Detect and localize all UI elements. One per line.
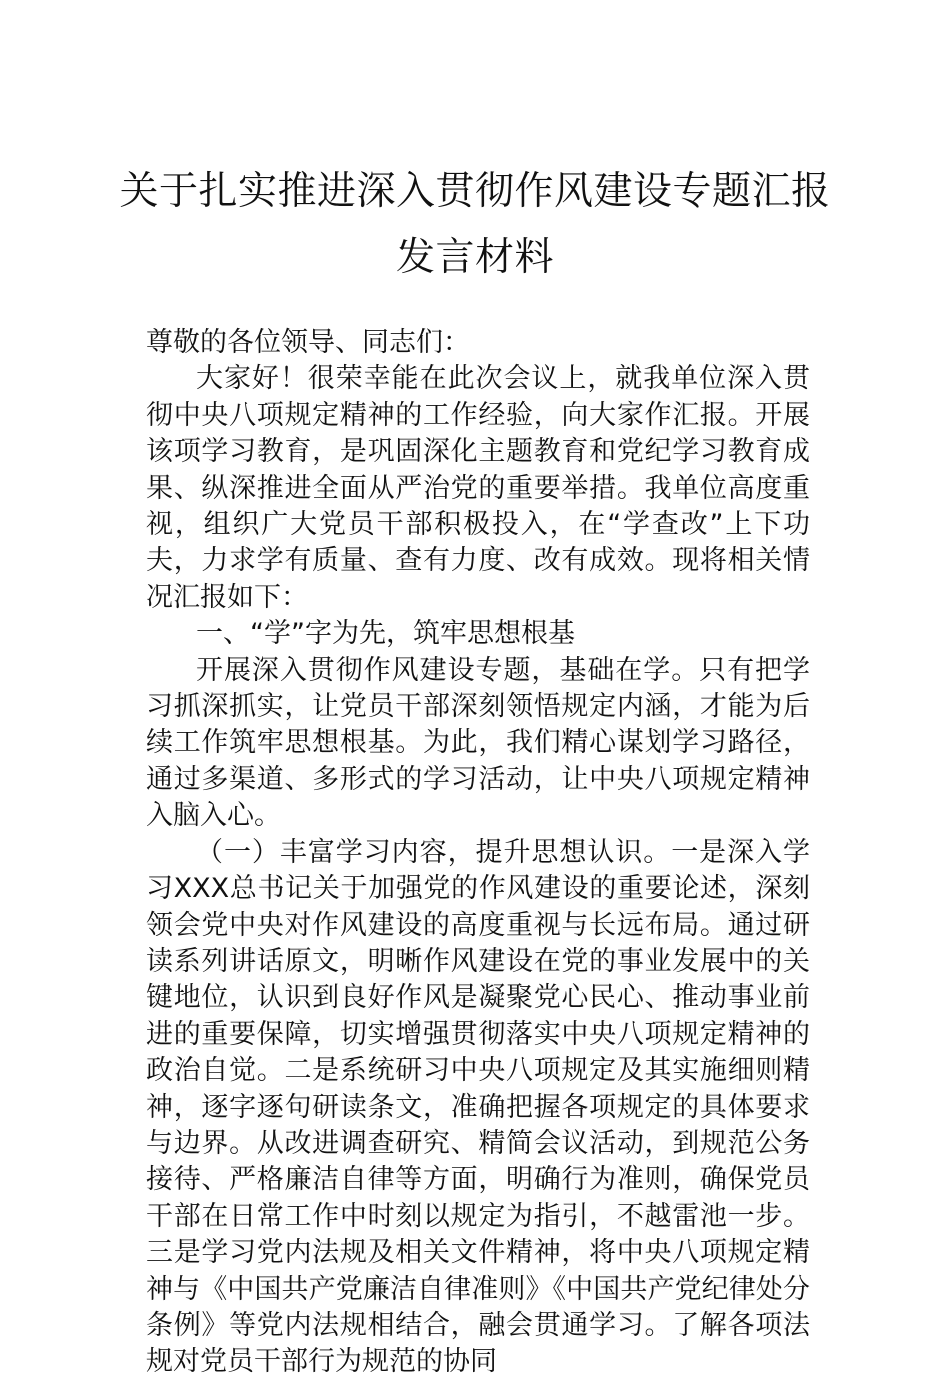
document-body (146, 325, 810, 1381)
document-title-line-2: 发言材料 (395, 235, 554, 280)
document-title-line-1: 关于扎实推进深入贯彻作风建设专题汇报 (119, 169, 831, 214)
salutation: 尊敬的各位领导、同志们： (146, 327, 470, 358)
paragraph-section-1-intro: 开展深入贯彻作风建设专题，基础在学。只有把学习抓深抓实，让党员干部深刻领悟规定内涵，才能为后续工作筑牢思想根基。为此，我们精心谋划学习路径，通过多渠道、多形式的学习活动，让中央八项规定精神入脑入心。 (146, 654, 810, 832)
paragraph-opening: 大家好！很荣幸能在此次会议上，就我单位深入贯彻中央八项规定精神的工作经验，向大家作汇报。开展该项学习教育，是巩固深化主题教育和党纪学习教育成果、纵深推进全面从严治党的重要举措。我单位高度重视，组织广大党员干部积极投入，在“学查改”上下功夫，力求学有质量、查有力度、改有成效。现将相关情况汇报如下： (146, 363, 810, 613)
section-heading-1: 一、“学”字为先，筑牢思想根基 (196, 618, 575, 650)
paragraph-subsection-1: （一）丰富学习内容，提升思想认识。一是深入学习XXX总书记关于加强党的作风建设的重要论述，深刻领会党中央对作风建设的高度重视与长远布局。通过研读系列讲话原文，明晰作风建设在党的事业发展中的关键地位，认识到良好作风是凝聚党心民心、推动事业前进的重要保障，切实增强贯彻落实中央八项规定精神的政治自觉。二是系统研习中央八项规定及其实施细则精神，逐字逐句研读条文，准确把握各项规定的具体要求与边界。从改进调查研究、精简会议活动，到规范公务接待、严格廉洁自律等方面，明确行为准则，确保党员干部在日常工作中时刻以规定为指引，不越雷池一步。三是学习党内法规及相关文件精神，将中央八项规定精神与《中国共产党廉洁自律准则》《中国共产党纪律处分条例》等党内法规相结合，融会贯通学习。了解各项法规对党员干部行为规范的协同 (146, 836, 810, 1378)
